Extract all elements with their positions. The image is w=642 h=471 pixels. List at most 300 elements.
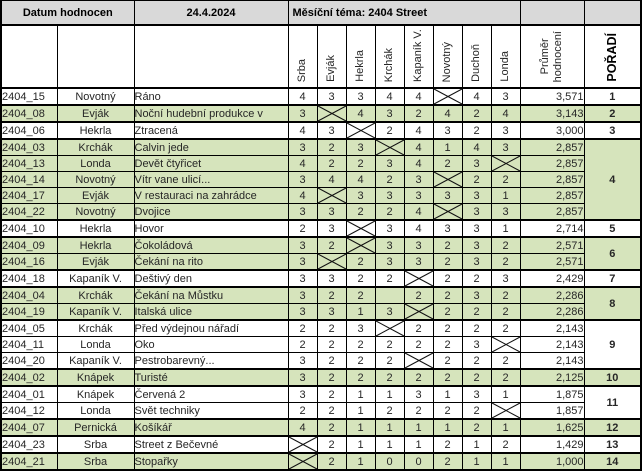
cell-score[interactable]: 2 bbox=[346, 204, 375, 221]
cell-score[interactable]: 2 bbox=[317, 287, 346, 304]
cell-score[interactable]: 2 bbox=[346, 337, 375, 353]
cell-score[interactable]: 2 bbox=[317, 453, 346, 470]
cell-score[interactable]: 4 bbox=[404, 88, 433, 105]
empty-title-header-cell[interactable] bbox=[134, 25, 288, 88]
cell-score[interactable]: 2 bbox=[462, 270, 491, 287]
cell-average[interactable]: 2,857 bbox=[520, 139, 584, 156]
cell-author[interactable]: Knápek bbox=[57, 386, 134, 403]
cell-photo-id[interactable]: 2404_17 bbox=[1, 188, 57, 204]
cell-photo-id[interactable]: 2404_09 bbox=[1, 237, 57, 254]
cell-rank[interactable]: 11 bbox=[584, 386, 641, 419]
cell-score[interactable]: 3 bbox=[433, 220, 462, 237]
cell-photo-id[interactable]: 2404_16 bbox=[1, 254, 57, 271]
cell-author[interactable]: Londa bbox=[57, 403, 134, 420]
cell-score[interactable]: 3 bbox=[288, 172, 317, 188]
cell-title[interactable]: Calvin jede bbox=[134, 139, 288, 156]
cell-score[interactable]: 1 bbox=[433, 386, 462, 403]
cell-score[interactable]: 3 bbox=[462, 156, 491, 172]
cell-title[interactable]: Devět čtyřicet bbox=[134, 156, 288, 172]
cell-score[interactable]: 4 bbox=[288, 156, 317, 172]
cell-score[interactable]: 3 bbox=[462, 287, 491, 304]
cell-average[interactable]: 1,429 bbox=[520, 436, 584, 453]
voter-header-evjak[interactable] bbox=[317, 25, 346, 88]
cell-score[interactable]: 3 bbox=[317, 204, 346, 221]
cell-title[interactable]: Vítr vane ulicí... bbox=[134, 172, 288, 188]
cell-title[interactable]: Noční hudební produkce v bbox=[134, 105, 288, 122]
cell-score[interactable]: 3 bbox=[491, 88, 520, 105]
cell-author[interactable]: Evják bbox=[57, 254, 134, 271]
cell-title[interactable]: Červená 2 bbox=[134, 386, 288, 403]
cell-photo-id[interactable]: 2404_06 bbox=[1, 122, 57, 139]
cell-author[interactable]: Kapaník V. bbox=[57, 353, 134, 370]
cell-score[interactable]: 2 bbox=[462, 105, 491, 122]
cell-average[interactable]: 2,571 bbox=[520, 254, 584, 271]
cell-score[interactable]: 4 bbox=[317, 172, 346, 188]
cell-score[interactable]: 4 bbox=[288, 88, 317, 105]
cell-score[interactable]: 3 bbox=[288, 369, 317, 386]
cell-score[interactable]: 2 bbox=[433, 337, 462, 353]
cell-score[interactable]: 2 bbox=[433, 156, 462, 172]
cell-score[interactable]: 4 bbox=[433, 105, 462, 122]
cell-score[interactable]: 2 bbox=[433, 453, 462, 470]
voter-header-srba[interactable] bbox=[288, 25, 317, 88]
cell-rank[interactable]: 3 bbox=[584, 122, 641, 139]
cell-score[interactable]: 2 bbox=[375, 337, 404, 353]
cell-score[interactable]: 2 bbox=[404, 287, 433, 304]
cell-average[interactable]: 2,857 bbox=[520, 188, 584, 204]
cell-score[interactable]: 3 bbox=[288, 254, 317, 271]
cell-score[interactable]: 1 bbox=[375, 419, 404, 436]
cell-title[interactable]: Turisté bbox=[134, 369, 288, 386]
cell-score[interactable]: 4 bbox=[404, 139, 433, 156]
cell-photo-id[interactable]: 2404_04 bbox=[1, 287, 57, 304]
cell-score[interactable]: 1 bbox=[375, 386, 404, 403]
cell-score[interactable]: 1 bbox=[346, 419, 375, 436]
cell-score[interactable]: 2 bbox=[462, 122, 491, 139]
cell-score[interactable]: 2 bbox=[433, 353, 462, 370]
cell-score-cross[interactable] bbox=[491, 156, 520, 172]
cell-score[interactable]: 3 bbox=[317, 270, 346, 287]
cell-score-cross[interactable] bbox=[491, 337, 520, 353]
cell-score[interactable]: 4 bbox=[346, 172, 375, 188]
voter-header-krchak[interactable] bbox=[375, 25, 404, 88]
cell-score[interactable]: 2 bbox=[317, 386, 346, 403]
cell-author[interactable]: Londa bbox=[57, 337, 134, 353]
cell-score-cross[interactable] bbox=[288, 453, 317, 470]
tema-cell[interactable]: Měsíční téma: 2404 Street bbox=[288, 1, 520, 26]
cell-title[interactable]: Dvojice bbox=[134, 204, 288, 221]
datum-value-cell[interactable]: 24.4.2024 bbox=[134, 1, 288, 26]
cell-score[interactable]: 2 bbox=[491, 304, 520, 321]
cell-average[interactable]: 2,857 bbox=[520, 172, 584, 188]
average-header-cell[interactable] bbox=[520, 25, 584, 88]
cell-author[interactable]: Hekrla bbox=[57, 237, 134, 254]
cell-score[interactable]: 2 bbox=[375, 172, 404, 188]
cell-score[interactable]: 2 bbox=[317, 403, 346, 420]
cell-photo-id[interactable]: 2404_21 bbox=[1, 453, 57, 470]
cell-rank[interactable]: 8 bbox=[584, 287, 641, 320]
cell-rank[interactable]: 6 bbox=[584, 237, 641, 270]
cell-score[interactable]: 3 bbox=[433, 188, 462, 204]
cell-score[interactable]: 1 bbox=[404, 436, 433, 453]
cell-score[interactable]: 3 bbox=[462, 188, 491, 204]
cell-score[interactable]: 2 bbox=[462, 369, 491, 386]
cell-score[interactable]: 2 bbox=[375, 204, 404, 221]
cell-photo-id[interactable]: 2404_20 bbox=[1, 353, 57, 370]
cell-score[interactable]: 3 bbox=[375, 156, 404, 172]
cell-score[interactable]: 2 bbox=[433, 270, 462, 287]
cell-score[interactable]: 4 bbox=[404, 204, 433, 221]
cell-score[interactable]: 4 bbox=[404, 156, 433, 172]
cell-score[interactable]: 3 bbox=[288, 386, 317, 403]
cell-score[interactable]: 3 bbox=[317, 88, 346, 105]
cell-author[interactable]: Novotný bbox=[57, 88, 134, 105]
cell-author[interactable]: Kapaník V. bbox=[57, 270, 134, 287]
cell-title[interactable]: Ztracená bbox=[134, 122, 288, 139]
cell-score[interactable]: 2 bbox=[317, 419, 346, 436]
cell-score[interactable]: 1 bbox=[346, 453, 375, 470]
empty-author-header-cell[interactable] bbox=[57, 25, 134, 88]
cell-score[interactable]: 2 bbox=[317, 139, 346, 156]
cell-score[interactable]: 1 bbox=[491, 453, 520, 470]
cell-score[interactable]: 3 bbox=[491, 270, 520, 287]
cell-score[interactable]: 2 bbox=[433, 436, 462, 453]
cell-score[interactable]: 2 bbox=[346, 353, 375, 370]
cell-score[interactable]: 3 bbox=[375, 237, 404, 254]
cell-rank[interactable]: 9 bbox=[584, 320, 641, 369]
cell-score[interactable]: 3 bbox=[404, 188, 433, 204]
cell-title[interactable]: Pestrobarevný... bbox=[134, 353, 288, 370]
cell-score[interactable]: 2 bbox=[491, 436, 520, 453]
cell-score[interactable]: 3 bbox=[491, 204, 520, 221]
datum-label-cell[interactable]: Datum hodnocen bbox=[1, 1, 134, 26]
cell-score[interactable]: 3 bbox=[375, 188, 404, 204]
cell-rank[interactable]: 12 bbox=[584, 419, 641, 436]
cell-title[interactable]: Italská ulice bbox=[134, 304, 288, 321]
cell-photo-id[interactable]: 2404_08 bbox=[1, 105, 57, 122]
cell-score[interactable]: 1 bbox=[491, 220, 520, 237]
cell-rank[interactable]: 1 bbox=[584, 88, 641, 105]
cell-rank[interactable]: 7 bbox=[584, 270, 641, 287]
cell-score[interactable]: 3 bbox=[317, 122, 346, 139]
cell-rank[interactable]: 5 bbox=[584, 220, 641, 237]
cell-score[interactable]: 4 bbox=[462, 88, 491, 105]
cell-score-cross[interactable] bbox=[317, 105, 346, 122]
cell-score[interactable]: 2 bbox=[404, 337, 433, 353]
cell-title[interactable]: Čekání na Můstku bbox=[134, 287, 288, 304]
cell-average[interactable]: 1,857 bbox=[520, 403, 584, 420]
cell-score[interactable]: 3 bbox=[404, 237, 433, 254]
cell-score[interactable]: 2 bbox=[404, 369, 433, 386]
cell-score[interactable]: 3 bbox=[462, 204, 491, 221]
cell-score[interactable]: 2 bbox=[317, 353, 346, 370]
cell-title[interactable]: Stopařky bbox=[134, 453, 288, 470]
cell-title[interactable]: Hovor bbox=[134, 220, 288, 237]
cell-author[interactable]: Evják bbox=[57, 105, 134, 122]
cell-score[interactable]: 3 bbox=[288, 304, 317, 321]
cell-photo-id[interactable]: 2404_23 bbox=[1, 436, 57, 453]
cell-score[interactable]: 3 bbox=[462, 386, 491, 403]
cell-score-cross[interactable] bbox=[375, 139, 404, 156]
cell-score[interactable]: 2 bbox=[433, 320, 462, 337]
cell-score[interactable]: 2 bbox=[375, 122, 404, 139]
rank-header-cell[interactable] bbox=[584, 25, 641, 88]
cell-author[interactable]: Kapaník V. bbox=[57, 304, 134, 321]
cell-score[interactable]: 2 bbox=[491, 254, 520, 271]
cell-score[interactable]: 2 bbox=[288, 337, 317, 353]
cell-score[interactable]: 1 bbox=[346, 386, 375, 403]
cell-score[interactable]: 3 bbox=[288, 287, 317, 304]
cell-score[interactable]: 2 bbox=[346, 369, 375, 386]
voter-header-duchon[interactable] bbox=[462, 25, 491, 88]
cell-score[interactable]: 3 bbox=[462, 237, 491, 254]
cell-score[interactable]: 2 bbox=[404, 105, 433, 122]
cell-average[interactable]: 2,286 bbox=[520, 304, 584, 321]
cell-photo-id[interactable]: 2404_03 bbox=[1, 139, 57, 156]
cell-score[interactable]: 3 bbox=[317, 220, 346, 237]
cell-photo-id[interactable]: 2404_15 bbox=[1, 88, 57, 105]
cell-score[interactable]: 2 bbox=[491, 320, 520, 337]
cell-score-cross[interactable] bbox=[317, 254, 346, 271]
cell-average[interactable]: 2,714 bbox=[520, 220, 584, 237]
cell-title[interactable]: V restauraci na zahrádce bbox=[134, 188, 288, 204]
cell-average[interactable]: 2,125 bbox=[520, 369, 584, 386]
cell-score-cross[interactable] bbox=[404, 270, 433, 287]
cell-score[interactable]: 4 bbox=[288, 122, 317, 139]
cell-score[interactable]: 4 bbox=[346, 105, 375, 122]
cell-score[interactable]: 2 bbox=[462, 172, 491, 188]
cell-author[interactable]: Krchák bbox=[57, 320, 134, 337]
cell-author[interactable]: Evják bbox=[57, 188, 134, 204]
cell-score[interactable]: 1 bbox=[375, 436, 404, 453]
cell-score[interactable]: 2 bbox=[491, 287, 520, 304]
cell-author[interactable]: Srba bbox=[57, 436, 134, 453]
cell-score[interactable]: 1 bbox=[346, 403, 375, 420]
cell-average[interactable]: 1,875 bbox=[520, 386, 584, 403]
cell-score[interactable]: 3 bbox=[346, 139, 375, 156]
cell-score[interactable]: 2 bbox=[433, 304, 462, 321]
cell-score-cross[interactable] bbox=[288, 436, 317, 453]
cell-score[interactable]: 3 bbox=[491, 139, 520, 156]
cell-score[interactable]: 1 bbox=[491, 419, 520, 436]
cell-photo-id[interactable]: 2404_13 bbox=[1, 156, 57, 172]
cell-score[interactable]: 2 bbox=[317, 369, 346, 386]
cell-score[interactable]: 3 bbox=[288, 204, 317, 221]
cell-author[interactable]: Novotný bbox=[57, 204, 134, 221]
cell-score-cross[interactable] bbox=[375, 320, 404, 337]
cell-photo-id[interactable]: 2404_12 bbox=[1, 403, 57, 420]
cell-score[interactable]: 2 bbox=[404, 320, 433, 337]
cell-average[interactable]: 2,143 bbox=[520, 320, 584, 337]
cell-score[interactable]: 1 bbox=[346, 304, 375, 321]
cell-score[interactable]: 2 bbox=[462, 403, 491, 420]
cell-average[interactable]: 3,000 bbox=[520, 122, 584, 139]
cell-photo-id[interactable]: 2404_01 bbox=[1, 386, 57, 403]
cell-score[interactable]: 2 bbox=[404, 403, 433, 420]
cell-score[interactable]: 2 bbox=[375, 369, 404, 386]
cell-score[interactable]: 3 bbox=[462, 254, 491, 271]
header-empty-avg-cell[interactable] bbox=[520, 1, 584, 26]
cell-score-cross[interactable] bbox=[346, 122, 375, 139]
cell-rank[interactable]: 2 bbox=[584, 105, 641, 122]
voter-header-novotny[interactable] bbox=[433, 25, 462, 88]
cell-score[interactable]: 1 bbox=[346, 436, 375, 453]
cell-score[interactable]: 3 bbox=[375, 254, 404, 271]
cell-average[interactable]: 2,143 bbox=[520, 353, 584, 370]
cell-score[interactable]: 3 bbox=[288, 237, 317, 254]
cell-score[interactable]: 4 bbox=[462, 139, 491, 156]
cell-score[interactable]: 1 bbox=[491, 386, 520, 403]
cell-photo-id[interactable]: 2404_18 bbox=[1, 270, 57, 287]
cell-title[interactable]: Oko bbox=[134, 337, 288, 353]
cell-score[interactable]: 2 bbox=[317, 436, 346, 453]
cell-author[interactable]: Krchák bbox=[57, 139, 134, 156]
cell-score[interactable]: 2 bbox=[462, 419, 491, 436]
cell-score[interactable]: 1 bbox=[404, 419, 433, 436]
cell-author[interactable]: Hekrla bbox=[57, 122, 134, 139]
cell-score[interactable]: 2 bbox=[288, 320, 317, 337]
cell-average[interactable]: 2,143 bbox=[520, 337, 584, 353]
cell-score[interactable]: 2 bbox=[462, 304, 491, 321]
cell-average[interactable]: 3,143 bbox=[520, 105, 584, 122]
cell-score[interactable]: 3 bbox=[346, 320, 375, 337]
cell-score[interactable]: 0 bbox=[375, 453, 404, 470]
cell-score[interactable]: 1 bbox=[433, 139, 462, 156]
cell-score[interactable]: 3 bbox=[404, 254, 433, 271]
cell-rank[interactable]: 10 bbox=[584, 369, 641, 386]
cell-score-cross[interactable] bbox=[433, 88, 462, 105]
cell-score[interactable]: 3 bbox=[404, 386, 433, 403]
cell-score[interactable]: 3 bbox=[462, 337, 491, 353]
cell-score[interactable]: 2 bbox=[317, 320, 346, 337]
cell-score[interactable]: 1 bbox=[462, 436, 491, 453]
cell-average[interactable]: 2,429 bbox=[520, 270, 584, 287]
cell-score-cross[interactable] bbox=[317, 188, 346, 204]
cell-photo-id[interactable]: 2404_07 bbox=[1, 419, 57, 436]
cell-score[interactable]: 3 bbox=[433, 122, 462, 139]
cell-title[interactable]: Deštivý den bbox=[134, 270, 288, 287]
cell-score[interactable]: 3 bbox=[491, 122, 520, 139]
cell-score-cross[interactable] bbox=[404, 353, 433, 370]
cell-author[interactable]: Novotný bbox=[57, 172, 134, 188]
voter-header-hekrla[interactable] bbox=[346, 25, 375, 88]
cell-average[interactable]: 1,625 bbox=[520, 419, 584, 436]
cell-score[interactable]: 2 bbox=[433, 369, 462, 386]
cell-rank[interactable]: 13 bbox=[584, 436, 641, 453]
cell-score[interactable]: 3 bbox=[462, 220, 491, 237]
cell-score[interactable]: 3 bbox=[375, 304, 404, 321]
cell-average[interactable]: 2,857 bbox=[520, 156, 584, 172]
cell-score[interactable]: 4 bbox=[404, 122, 433, 139]
cell-score[interactable]: 2 bbox=[346, 156, 375, 172]
cell-score[interactable]: 2 bbox=[288, 220, 317, 237]
cell-average[interactable]: 2,857 bbox=[520, 204, 584, 221]
cell-score[interactable]: 0 bbox=[404, 453, 433, 470]
voter-header-londa[interactable] bbox=[491, 25, 520, 88]
cell-photo-id[interactable]: 2404_05 bbox=[1, 320, 57, 337]
voter-header-kapanik[interactable] bbox=[404, 25, 433, 88]
cell-average[interactable]: 2,286 bbox=[520, 287, 584, 304]
cell-score[interactable]: 3 bbox=[288, 270, 317, 287]
cell-author[interactable]: Hekrla bbox=[57, 220, 134, 237]
cell-title[interactable]: Svět techniky bbox=[134, 403, 288, 420]
cell-score-cross[interactable] bbox=[433, 204, 462, 221]
cell-score[interactable]: 2 bbox=[346, 270, 375, 287]
cell-title[interactable]: Před výdejnou nářadí bbox=[134, 320, 288, 337]
cell-photo-id[interactable]: 2404_19 bbox=[1, 304, 57, 321]
cell-author[interactable]: Srba bbox=[57, 453, 134, 470]
cell-score-cross[interactable] bbox=[346, 237, 375, 254]
cell-score[interactable]: 1 bbox=[433, 419, 462, 436]
cell-title[interactable]: Košíkář bbox=[134, 419, 288, 436]
cell-photo-id[interactable]: 2404_22 bbox=[1, 204, 57, 221]
cell-average[interactable]: 3,571 bbox=[520, 88, 584, 105]
cell-score[interactable]: 4 bbox=[404, 220, 433, 237]
cell-score[interactable]: 3 bbox=[317, 304, 346, 321]
cell-score-cross[interactable] bbox=[346, 220, 375, 237]
cell-score[interactable]: 4 bbox=[288, 188, 317, 204]
cell-score[interactable]: 2 bbox=[375, 353, 404, 370]
cell-score[interactable]: 2 bbox=[433, 254, 462, 271]
cell-rank[interactable]: 14 bbox=[584, 453, 641, 470]
cell-score[interactable]: 4 bbox=[491, 105, 520, 122]
cell-author[interactable]: Pernická bbox=[57, 419, 134, 436]
cell-title[interactable]: Ráno bbox=[134, 88, 288, 105]
cell-score[interactable]: 2 bbox=[491, 369, 520, 386]
cell-author[interactable]: Krchák bbox=[57, 287, 134, 304]
cell-score[interactable]: 4 bbox=[375, 88, 404, 105]
cell-score[interactable] bbox=[375, 287, 404, 304]
cell-score[interactable]: 2 bbox=[317, 156, 346, 172]
cell-score[interactable]: 2 bbox=[491, 172, 520, 188]
cell-author[interactable]: Londa bbox=[57, 156, 134, 172]
cell-score[interactable]: 3 bbox=[288, 105, 317, 122]
cell-score[interactable]: 4 bbox=[288, 419, 317, 436]
cell-score[interactable]: 2 bbox=[491, 237, 520, 254]
cell-photo-id[interactable]: 2404_02 bbox=[1, 369, 57, 386]
cell-score[interactable]: 2 bbox=[433, 287, 462, 304]
cell-photo-id[interactable]: 2404_14 bbox=[1, 172, 57, 188]
cell-score[interactable]: 2 bbox=[433, 403, 462, 420]
cell-score[interactable]: 3 bbox=[346, 88, 375, 105]
cell-score-cross[interactable] bbox=[404, 304, 433, 321]
cell-title[interactable]: Čekání na rito bbox=[134, 254, 288, 271]
cell-score[interactable]: 1 bbox=[462, 453, 491, 470]
cell-photo-id[interactable]: 2404_11 bbox=[1, 337, 57, 353]
cell-score[interactable]: 3 bbox=[375, 220, 404, 237]
cell-average[interactable]: 1,000 bbox=[520, 453, 584, 470]
cell-score[interactable]: 3 bbox=[346, 188, 375, 204]
cell-score[interactable]: 2 bbox=[462, 353, 491, 370]
cell-score[interactable]: 3 bbox=[288, 139, 317, 156]
cell-score[interactable]: 2 bbox=[462, 320, 491, 337]
cell-average[interactable]: 2,571 bbox=[520, 237, 584, 254]
cell-score[interactable]: 2 bbox=[317, 337, 346, 353]
cell-score[interactable]: 2 bbox=[288, 403, 317, 420]
cell-score[interactable]: 3 bbox=[404, 172, 433, 188]
cell-score[interactable]: 2 bbox=[346, 287, 375, 304]
cell-title[interactable]: Čokoládová bbox=[134, 237, 288, 254]
cell-title[interactable]: Street z Bečevné bbox=[134, 436, 288, 453]
cell-score[interactable]: 3 bbox=[288, 353, 317, 370]
cell-rank[interactable]: 4 bbox=[584, 139, 641, 220]
cell-score[interactable]: 2 bbox=[433, 237, 462, 254]
cell-author[interactable]: Knápek bbox=[57, 369, 134, 386]
cell-photo-id[interactable]: 2404_10 bbox=[1, 220, 57, 237]
cell-score[interactable]: 3 bbox=[375, 105, 404, 122]
cell-score[interactable]: 2 bbox=[375, 270, 404, 287]
cell-score[interactable]: 2 bbox=[317, 237, 346, 254]
